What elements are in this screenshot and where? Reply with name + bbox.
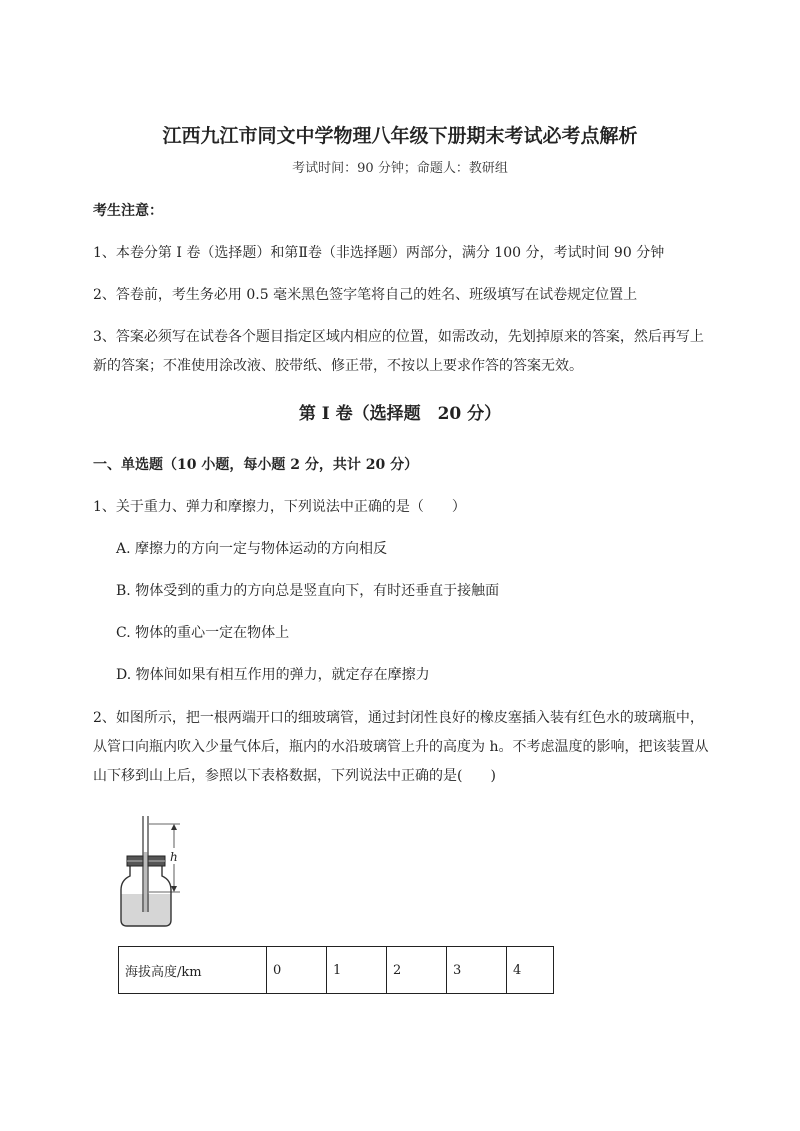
question-1-option-c: C. 物体的重心一定在物体上 (116, 625, 290, 641)
notice-item-2: 2、答卷前，考生务必用 0.5 毫米黑色签字笔将自己的姓名、班级填写在试卷规定位置上 (93, 287, 638, 303)
table-cell: 1 (327, 947, 387, 994)
part-heading: 一、单选题（10 小题，每小题 2 分，共计 20 分） (93, 457, 419, 473)
bottle-tube-diagram (112, 812, 202, 932)
table-header-cell: 海拔高度/km (119, 947, 267, 994)
section-title: 第 I 卷（选择题 20 分） (298, 404, 502, 424)
notice-heading: 考生注意： (93, 203, 163, 219)
notice-item-3: 3、答案必须写在试卷各个题目指定区域内相应的位置，如需改动，先划掉原来的答案，然后再写上新的答案；不准使用涂改液、胶带纸、修正带，不按以上要求作答的答案无效。 (93, 329, 704, 374)
question-1-option-b: B. 物体受到的重力的方向总是竖直向下，有时还垂直于接触面 (116, 583, 500, 599)
question-2-stem: 2、如图所示，把一根两端开口的细玻璃管，通过封闭性良好的橡皮塞插入装有红色水的玻璃瓶中，从管口向瓶内吹入少量气体后，瓶内的水沿玻璃管上升的高度为 h。不考虑温度的影响，把该装置从山下移到山上后，参照以下表格数据，下列说法中正确的是( ) (93, 710, 709, 784)
table-cell: 4 (507, 947, 554, 994)
question-1-option-d: D. 物体间如果有相互作用的弹力，就定存在摩擦力 (116, 667, 430, 683)
height-label: h (170, 850, 178, 864)
question-1-option-a: A. 摩擦力的方向一定与物体运动的方向相反 (116, 541, 388, 557)
question-1-stem: 1、关于重力、弹力和摩擦力，下列说法中正确的是（ ） (93, 499, 466, 515)
notice-item-1: 1、本卷分第 I 卷（选择题）和第Ⅱ卷（非选择题）两部分，满分 100 分，考试时间 90 分钟 (93, 245, 665, 261)
page-title: 江西九江市同文中学物理八年级下册期末考试必考点解析 (162, 125, 638, 147)
exam-info: 考试时间：90 分钟；命题人：教研组 (292, 161, 508, 176)
table-cell: 2 (387, 947, 447, 994)
table-cell: 3 (447, 947, 507, 994)
table-cell: 0 (267, 947, 327, 994)
altitude-table (118, 946, 554, 994)
table-row (119, 947, 554, 994)
